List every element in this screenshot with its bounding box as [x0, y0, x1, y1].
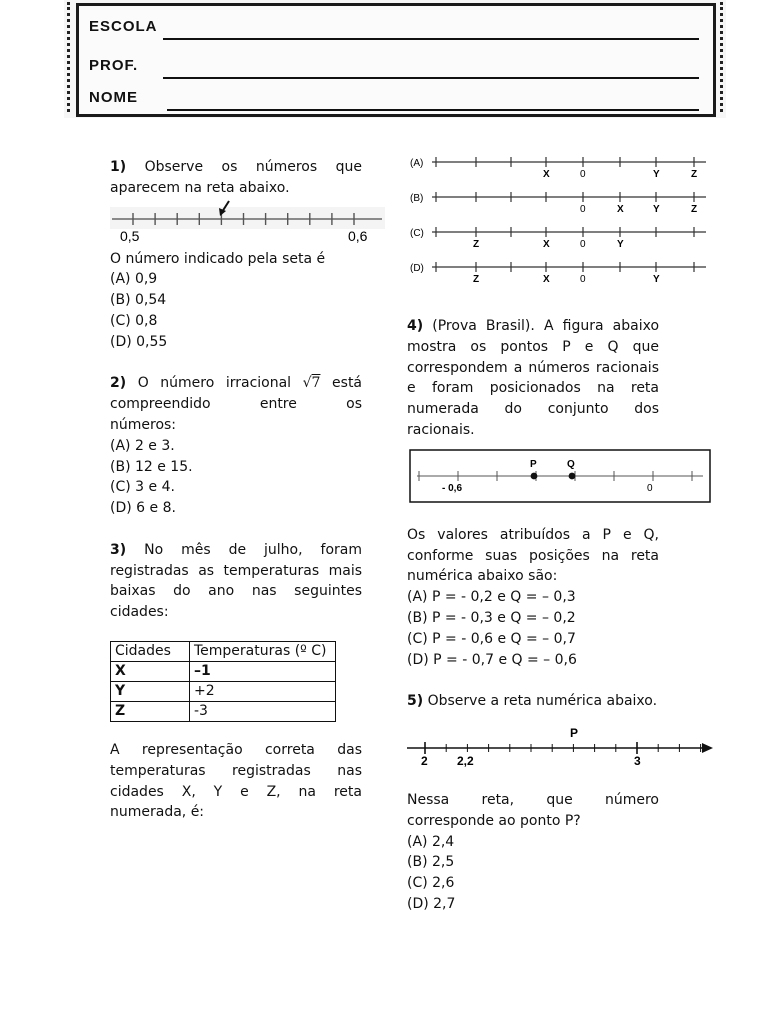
q3-option-letter: (C): [410, 228, 424, 239]
table-row: [111, 681, 336, 701]
right-column: [407, 316, 659, 915]
left-column: [110, 157, 368, 823]
q3-option-label: X: [543, 239, 550, 250]
header-box: [76, 3, 716, 117]
q2-option-d: (D) 6 e 8.: [110, 500, 176, 517]
q5-arrow-head: [702, 743, 713, 753]
q4-option-a: (A) P = - 0,2 e Q = – 0,3: [407, 589, 576, 606]
sqrt-symbol: √7: [302, 375, 321, 392]
q2-option-c: (C) 3 e 4.: [110, 479, 175, 496]
q3-option-letter: (B): [410, 193, 424, 204]
q3-text: No mês de julho, foram registradas as temperaturas mais baixas do ano nas seguintes cidades:: [110, 541, 362, 621]
header-card: [64, 0, 726, 118]
q4-number-line: [409, 449, 713, 505]
q2-text-after: está: [332, 375, 363, 392]
q5-prompt: Nessa reta, que número corresponde ao ponto P?: [407, 791, 659, 829]
q1-tick-left: 0,5: [120, 227, 140, 244]
q3-option-label: Z: [691, 204, 698, 215]
q1-statement: [110, 157, 362, 199]
q4-label-q: Q: [567, 458, 575, 470]
q3-followup: A representação correta das temperaturas registradas nas cidades X, Y e Z, na reta numerada, é:: [110, 741, 362, 821]
q2-option-a: (A) 2 e 3.: [110, 437, 175, 454]
q5-label-2: 2: [421, 753, 428, 768]
q4-option-d: (D) P = - 0,7 e Q = – 0,6: [407, 651, 577, 668]
q3-option-label: X: [617, 204, 624, 215]
school-label: ESCOLA: [89, 18, 158, 35]
q5-number-line: [407, 722, 717, 782]
q4-statement: [407, 316, 659, 441]
q2-line1: [110, 373, 362, 394]
temperature-table: [110, 641, 336, 722]
table-header-cities: Cidades: [111, 641, 190, 661]
q3-statement: [110, 540, 362, 623]
q1-tick-right: 0,6: [348, 227, 368, 244]
q2-line3: números:: [110, 416, 177, 433]
table-header-row: [111, 641, 336, 661]
q5-option-c: (C) 2,6: [407, 875, 455, 892]
school-line: [163, 38, 699, 40]
q3-option-label: 0: [580, 204, 586, 215]
q1-number: 1): [110, 159, 127, 175]
table-cell-temp: +2: [190, 681, 336, 701]
q4-option-b: (B) P = - 0,3 e Q = – 0,2: [407, 609, 576, 626]
q5-label-3: 3: [634, 753, 641, 768]
q2-option-b: (B) 12 e 15.: [110, 458, 193, 475]
q4-label-zero: 0: [647, 482, 653, 494]
q5-option-a: (A) 2,4: [407, 833, 455, 850]
name-line: [167, 109, 699, 111]
q3-option-label: Y: [653, 169, 660, 180]
q2-line2: compreendido entre os: [110, 396, 362, 413]
header-dotted-border-left: [67, 2, 70, 112]
name-row: [89, 89, 699, 113]
q3-option-label: 0: [580, 274, 586, 285]
q5-number: 5): [407, 693, 424, 710]
teacher-label: PROF.: [89, 57, 139, 74]
header-dotted-border-right: [720, 2, 723, 112]
q3-option-letter: (A): [410, 158, 424, 169]
q5-option-d: (D) 2,7: [407, 895, 456, 912]
q4-label-p: P: [530, 458, 537, 470]
q1-number-line: [110, 199, 385, 249]
q4-text: (Prova Brasil). A figura abaixo mostra os pontos P e Q que correspondem a números racionais e foram posicionados na reta numerada do conjunto dos racionais.: [407, 318, 660, 438]
q3-options-figure: [408, 152, 708, 296]
q5-statement: [407, 691, 659, 712]
q1-option-c: (C) 0,8: [110, 312, 158, 329]
teacher-line: [163, 77, 699, 79]
q3-option-label: X: [543, 274, 550, 285]
table-cell-temp: -3: [190, 701, 336, 721]
q4-point-q: [569, 472, 576, 479]
q3-option-label: X: [543, 169, 550, 180]
q3-option-label: Z: [473, 239, 480, 250]
q5-option-b: (B) 2,5: [407, 854, 455, 871]
q1-prompt: O número indicado pela seta é: [110, 250, 326, 267]
q3-option-label: Z: [691, 169, 698, 180]
table-row: [111, 661, 336, 681]
q2-number: 2): [110, 375, 127, 392]
q1-option-a: (A) 0,9: [110, 271, 158, 288]
q4-option-c: (C) P = - 0,6 e Q = – 0,7: [407, 630, 576, 647]
q5-label-p: P: [570, 725, 579, 740]
school-row: [89, 18, 699, 42]
q5-label-22: 2,2: [457, 753, 474, 768]
q3-option-letter: (D): [410, 263, 424, 274]
table-cell-city: Y: [111, 681, 190, 701]
table-row: [111, 701, 336, 721]
q2-text-before: O número irracional: [137, 375, 292, 392]
q3-option-label: 0: [580, 169, 586, 180]
q3-option-label: Y: [653, 204, 660, 215]
q1-line-background: [110, 207, 385, 229]
q1-text: Observe os números que aparecem na reta abaixo.: [110, 159, 362, 196]
q3-option-label: 0: [580, 239, 586, 250]
q1-option-b: (B) 0,54: [110, 292, 167, 309]
q3-number: 3): [110, 541, 127, 558]
q3-option-label: Z: [473, 274, 480, 285]
teacher-row: [89, 57, 699, 81]
q5-text: Observe a reta numérica abaixo.: [427, 693, 658, 710]
q4-number: 4): [407, 318, 424, 334]
q4-point-p: [531, 472, 538, 479]
q3-option-label: Y: [653, 274, 660, 285]
q4-prompt: Os valores atribuídos a P e Q, conforme suas posições na reta numérica abaixo são:: [407, 526, 659, 585]
q1-option-d: (D) 0,55: [110, 333, 168, 350]
table-cell-city: X: [111, 661, 190, 681]
table-header-temperatures: Temperaturas (º C): [190, 641, 336, 661]
q2-radicand: 7: [311, 375, 321, 392]
table-cell-city: Z: [111, 701, 190, 721]
q3-option-label: Y: [617, 239, 624, 250]
table-cell-temp: –1: [190, 661, 336, 681]
q4-label-left: - 0,6: [442, 482, 463, 494]
name-label: NOME: [89, 89, 138, 106]
